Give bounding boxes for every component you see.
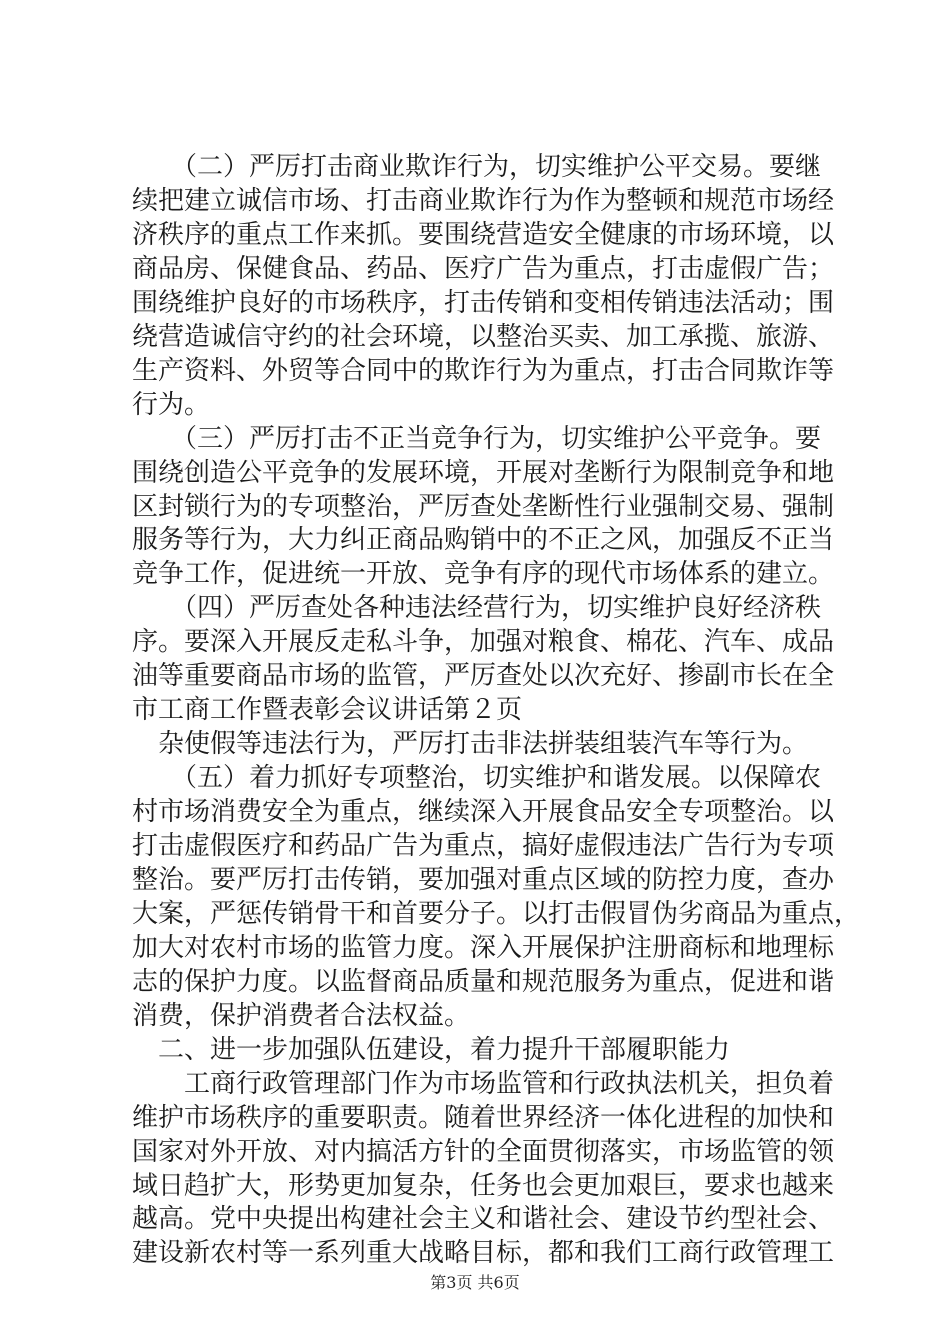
text-line: （五）着力抓好专项整治，切实维护和谐发展。以保障农 — [132, 763, 822, 794]
text-line: 行为。 — [132, 389, 211, 420]
text-line: 围绕维护良好的市场秩序，打击传销和变相传销违法活动；围 — [132, 287, 835, 318]
text-line: 绕营造诚信守约的社会环境，以整治买卖、加工承揽、旅游、 — [132, 321, 835, 352]
page-footer: 第3页 共6页 — [430, 1273, 520, 1292]
text-line: 志的保护力度。以监督商品质量和规范服务为重点，促进和谐 — [132, 966, 835, 997]
text-line: 商品房、保健食品、药品、医疗广告为重点，打击虚假广告； — [132, 253, 835, 284]
text-line: 竞争工作，促进统一开放、竞争有序的现代市场体系的建立。 — [132, 559, 835, 590]
text-line: 济秩序的重点工作来抓。要围绕营造安全健康的市场环境，以 — [132, 219, 835, 250]
text-line: 域日趋扩大，形势更加复杂，任务也会更加艰巨，要求也越来 — [132, 1170, 835, 1201]
text-line: 越高。党中央提出构建社会主义和谐社会、建设节约型社会、 — [132, 1204, 835, 1235]
text-line: 国家对外开放、对内搞活方针的全面贯彻落实，市场监管的领 — [132, 1136, 835, 1167]
text-line: 服务等行为，大力纠正商品购销中的不正之风，加强反不正当 — [132, 525, 835, 556]
text-line: 维护市场秩序的重要职责。随着世界经济一体化进程的加快和 — [132, 1102, 835, 1133]
text-line: 整治。要严厉打击传销，要加强对重点区域的防控力度，查办 — [132, 864, 835, 895]
text-line: 村市场消费安全为重点，继续深入开展食品安全专项整治。以 — [132, 797, 835, 828]
text-line: 建设新农村等一系列重大战略目标，都和我们工商行政管理工 — [132, 1238, 835, 1269]
text-line: （三）严厉打击不正当竞争行为，切实维护公平竞争。要 — [132, 423, 822, 454]
text-line: 区封锁行为的专项整治，严厉查处垄断性行业强制交易、强制 — [132, 491, 835, 522]
text-line: 消费，保护消费者合法权益。 — [132, 1000, 471, 1031]
text-line: 工商行政管理部门作为市场监管和行政执法机关，担负着 — [132, 1068, 835, 1099]
text-line: 围绕创造公平竞争的发展环境，开展对垄断行为限制竞争和地 — [132, 457, 835, 488]
text-line: 生产资料、外贸等合同中的欺诈行为为重点，打击合同欺诈等 — [132, 355, 835, 386]
text-line: 打击虚假医疗和药品广告为重点，搞好虚假违法广告行为专项 — [132, 831, 835, 861]
text-line: 油等重要商品市场的监管，严厉查处以次充好、掺副市长在全 — [132, 661, 835, 692]
text-line: 续把建立诚信市场、打击商业欺诈行为作为整顿和规范市场经 — [132, 185, 835, 216]
text-line: 序。要深入开展反走私斗争，加强对粮食、棉花、汽车、成品 — [132, 627, 835, 658]
text-line: （四）严厉查处各种违法经营行为，切实维护良好经济秩 — [132, 593, 822, 624]
text-line: 大案，严惩传销骨干和首要分子。以打击假冒伪劣商品为重点， — [132, 898, 861, 929]
section-heading: 二、进一步加强队伍建设，着力提升干部履职能力 — [132, 1034, 731, 1065]
text-line: 市工商工作暨表彰会议讲话第２页 — [132, 695, 523, 726]
text-line: （二）严厉打击商业欺诈行为，切实维护公平交易。要继 — [132, 152, 822, 182]
text-line: 加大对农村市场的监管力度。深入开展保护注册商标和地理标 — [132, 932, 835, 963]
text-line: 杂使假等违法行为，严厉打击非法拼装组装汽车等行为。 — [132, 729, 809, 760]
